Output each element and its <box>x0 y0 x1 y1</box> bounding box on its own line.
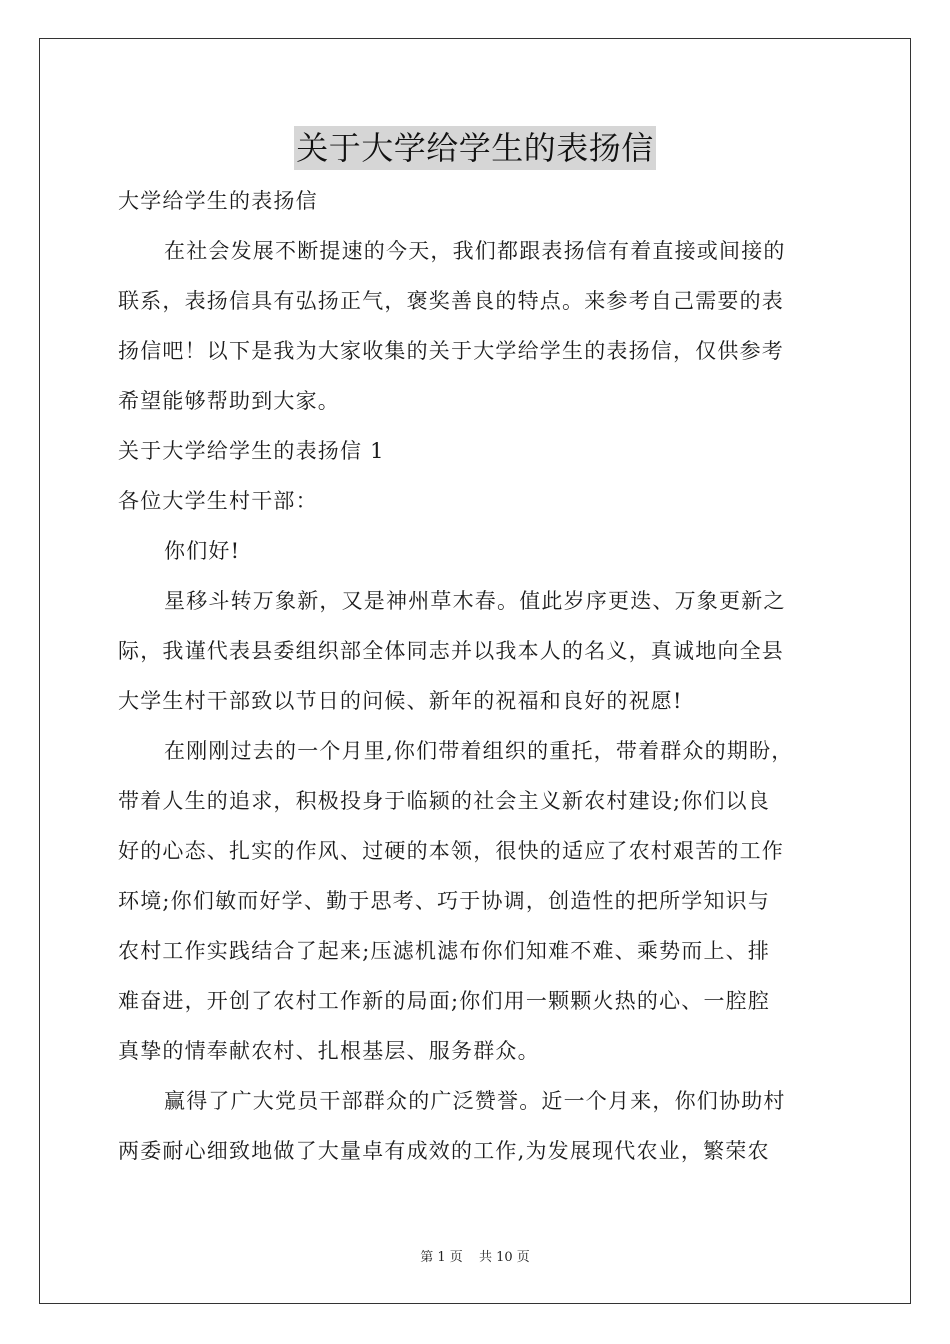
page-total: 共 10 页 <box>478 1250 530 1265</box>
title-container <box>0 126 950 170</box>
text-line: 希望能够帮助到大家。 <box>118 389 340 413</box>
text-line: 关于大学给学生的表扬信 1 <box>118 439 385 463</box>
text-line: 大学给学生的表扬信 <box>118 189 318 213</box>
document-body <box>118 176 834 1176</box>
text-line: 在刚刚过去的一个月里,你们带着组织的重托，带着群众的期盼， <box>164 739 794 763</box>
text-line: 际，我谨代表县委组织部全体同志并以我本人的名义，真诚地向全县 <box>118 639 784 663</box>
page-number: 第 1 页 <box>420 1250 463 1265</box>
document-title: 关于大学给学生的表扬信 <box>294 126 656 170</box>
text-line: 大学生村干部致以节日的问候、新年的祝福和良好的祝愿! <box>118 689 683 713</box>
page-footer <box>0 1246 950 1265</box>
text-line: 扬信吧！以下是我为大家收集的关于大学给学生的表扬信，仅供参考 <box>118 339 784 363</box>
text-line: 农村工作实践结合了起来;压滤机滤布你们知难不难、乘势而上、排 <box>118 939 771 963</box>
text-line: 星移斗转万象新，又是神州草木春。值此岁序更迭、万象更新之 <box>164 589 786 613</box>
text-line: 赢得了广大党员干部群众的广泛赞誉。近一个月来，你们协助村 <box>164 1089 786 1113</box>
text-line: 难奋进，开创了农村工作新的局面;你们用一颗颗火热的心、一腔腔 <box>118 989 771 1013</box>
text-line: 带着人生的追求，积极投身于临颍的社会主义新农村建设;你们以良 <box>118 789 771 813</box>
text-line: 好的心态、扎实的作风、过硬的本领，很快的适应了农村艰苦的工作 <box>118 839 784 863</box>
text-line: 各位大学生村干部： <box>118 489 318 513</box>
text-line: 真挚的情奉献农村、扎根基层、服务群众。 <box>118 1039 540 1063</box>
text-line: 两委耐心细致地做了大量卓有成效的工作,为发展现代农业，繁荣农 <box>118 1139 770 1163</box>
text-line: 你们好! <box>164 539 241 563</box>
text-line: 环境;你们敏而好学、勤于思考、巧于协调，创造性的把所学知识与 <box>118 889 771 913</box>
text-line: 在社会发展不断提速的今天，我们都跟表扬信有着直接或间接的 <box>164 239 786 263</box>
text-line: 联系，表扬信具有弘扬正气，褒奖善良的特点。来参考自己需要的表 <box>118 289 784 313</box>
